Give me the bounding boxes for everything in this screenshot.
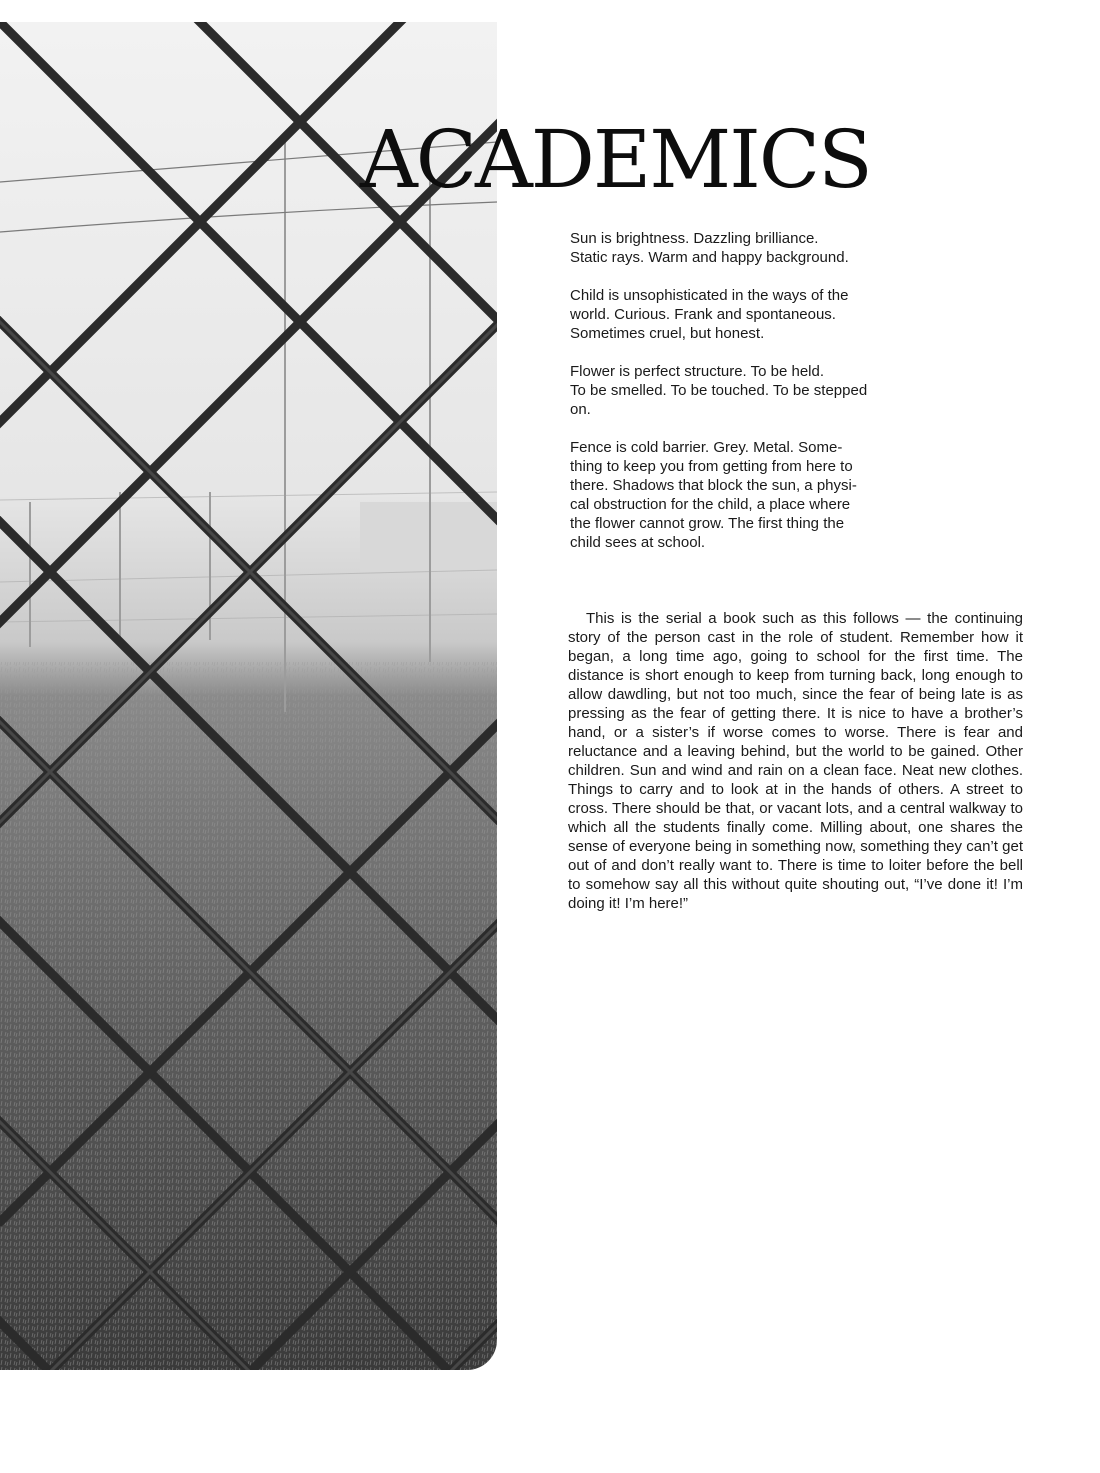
verse-sun: Sun is brightness. Dazzling brilliance. Static rays. Warm and happy background. — [570, 230, 849, 266]
body-paragraph: This is the serial a book such as this follows — the continuing story of the person cast in the role of student. Remember how it began, a long time ago, going to school for the first time. The distance is short enough to keep from turning back, long enough to allow dawdling, but not too much, since the fear of being late is as pressing as the fear of getting there. It is nice to have a brother’s hand, or a sister’s if worse comes to worse. There is fear and reluctance and a leaving behind, but the world to be gained. Other children. Sun and wind and rain on a clean face. Neat new clothes. Things to carry and to look at in the hands of others. A street to cross. There should be that, or vacant lots, and a central walkway to which all the students finally come. Milling about, one shares the sense of everyone being in something now, something they can’t get out of and don’t really want to. There is time to loiter before the bell to somehow say all this without quite shouting out, “I’ve done it! I’m doing it! I’m here!” — [568, 610, 1023, 912]
verse-fence: Fence is cold barrier. Grey. Metal. Some- thing to keep you from getting from here to there. Shadows that block the sun, a physi- cal obstruction for the child, a place where the flower cannot grow. The first thing the child sees at school. — [570, 439, 857, 551]
verse-child: Child is unsophisticated in the ways of the world. Curious. Frank and spontaneous. Sometimes cruel, but honest. — [570, 287, 849, 342]
chain-link-fence-photo — [0, 22, 497, 1370]
page-title: ACADEMICS — [360, 113, 871, 206]
verse-block — [570, 229, 940, 571]
verse-flower: Flower is perfect structure. To be held. To be smelled. To be touched. To be stepped on. — [570, 363, 868, 418]
